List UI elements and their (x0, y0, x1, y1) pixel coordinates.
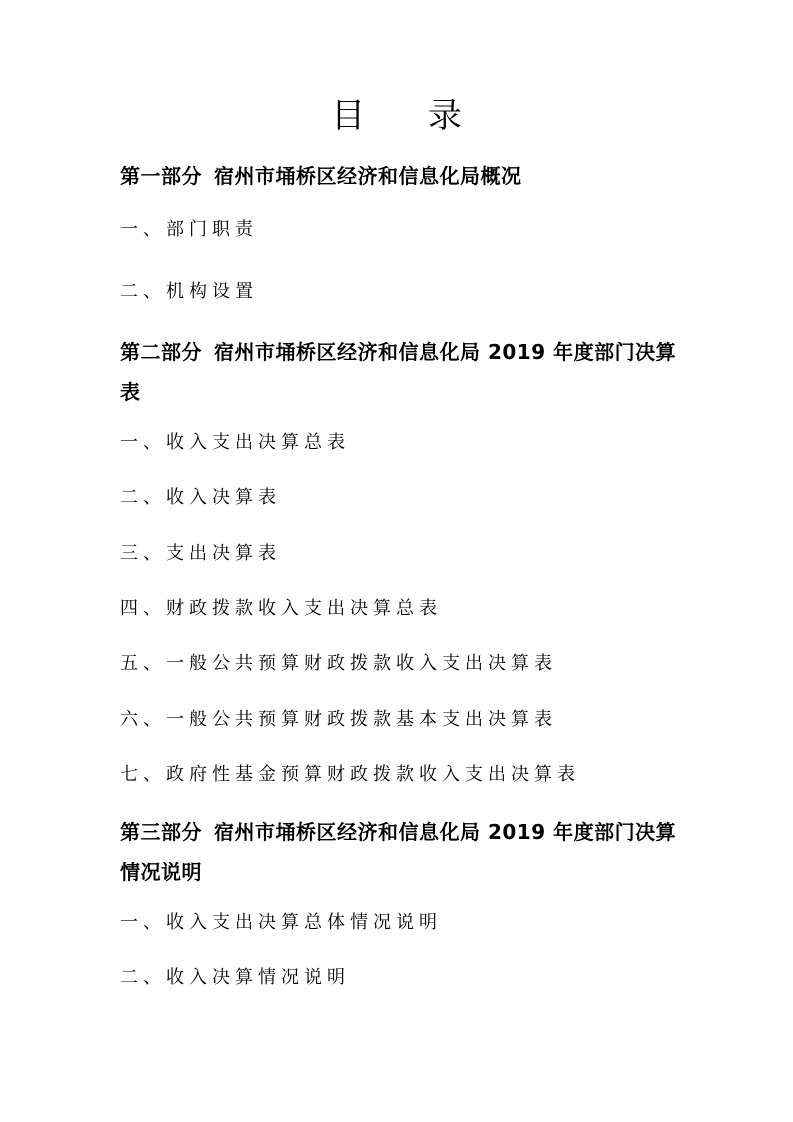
toc-section-part3 (120, 812, 690, 892)
page-title: 目 录 (331, 96, 488, 136)
toc-section-label: 第三部分 (120, 820, 202, 844)
toc-section-label: 第二部分 (120, 340, 202, 364)
toc-section-label: 第一部分 (120, 164, 202, 188)
toc-item: 六、一般公共预算财政拨款基本支出决算表 (120, 709, 557, 730)
toc-item: 七、政府性基金预算财政拨款收入支出决算表 (120, 764, 580, 785)
toc-item: 二、机构设置 (120, 281, 258, 302)
toc-section-heading-continued: 表 (120, 380, 141, 404)
toc-item: 四、财政拨款收入支出决算总表 (120, 598, 442, 619)
toc-item: 一、收入支出决算总体情况说明 (120, 912, 442, 933)
toc-item: 五、一般公共预算财政拨款收入支出决算表 (120, 653, 557, 674)
toc-item: 一、部门职责 (120, 219, 258, 240)
toc-item: 三、支出决算表 (120, 543, 281, 564)
toc-section-part1 (120, 156, 690, 196)
toc-section-heading: 宿州市埇桥区经济和信息化局 2019 年度部门决算 (214, 820, 677, 844)
toc-item: 二、收入决算情况说明 (120, 967, 350, 988)
toc-item: 二、收入决算表 (120, 487, 281, 508)
toc-section-heading-continued: 情况说明 (120, 860, 202, 884)
toc-section-heading: 宿州市埇桥区经济和信息化局 2019 年度部门决算 (214, 340, 677, 364)
toc-section-heading: 宿州市埇桥区经济和信息化局概况 (214, 164, 522, 188)
toc-section-part2 (120, 332, 690, 412)
toc-item: 一、收入支出决算总表 (120, 432, 350, 453)
